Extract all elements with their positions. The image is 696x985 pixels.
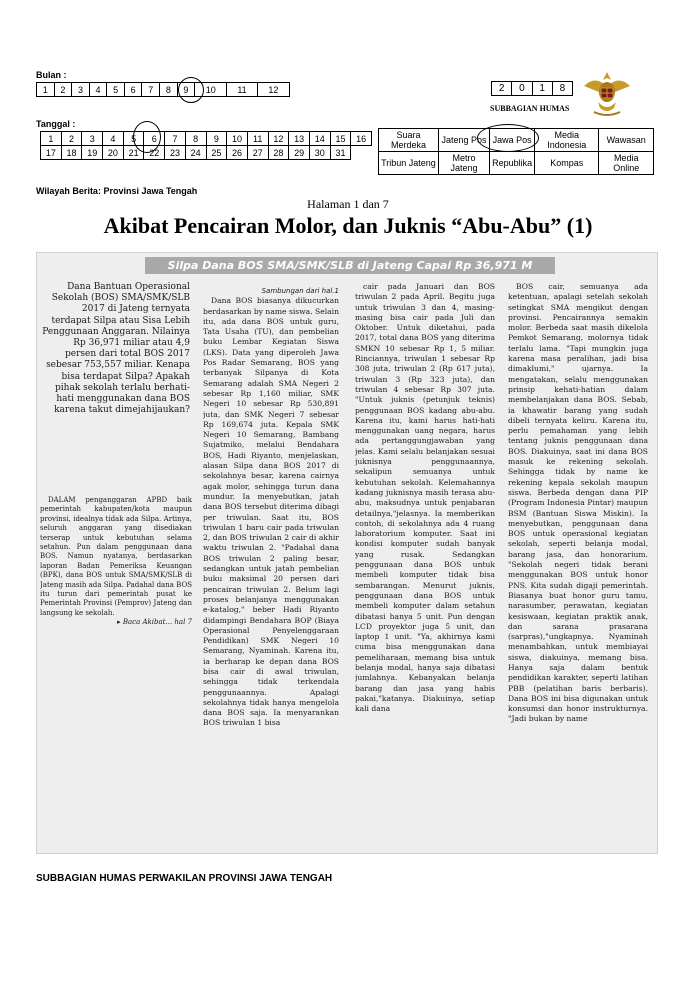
year-digit-cell: 8 xyxy=(552,82,572,96)
column-2-text: Dana BOS biasanya dikucurkan berdasarkan by name siswa. Selain itu, ada dana BOS untuk guru, Tata Usaha (TU), dan pembelian buku Lembar Kegiatan Siswa (LKS). Data yang diperoleh Jawa Pos Radar Semarang, BOS yang terbanyak Silpanya di Kota Semarang adalah SMA Negeri 2 sebesar Rp 1,160 miliar, SMK Negeri 10 sebesar Rp 530,891 juta, dan SMK Negeri 7 sebesar Rp 169,674 juta. Kepala SMK Negeri 10 Semarang, Bambang Sujatmiko, melalui Bendahara BOS, Hadi Riyanto, menjelaskan, alasan Silpa dana BOS 2017 di sekolahnya besar, karena cairnya agak molor, sehingga turun dana mundur. Ia menyebutkan, jatah dana BOS tersebut diterima dibagi per triwulan. Saat itu, BOS triwulan 1 baru cair pada triwulan 2, dan BOS triwulan 2 cair di akhir waktu triwulan 2. "Padahal dana BOS triwulan 2 paling besar, sedangkan untuk jatah pembelian buku maksimal 20 persen dari pencairan triwulan 2. Belum lagi proses belanjanya menggunakan e-katalog," beber Hadi Riyanto didampingi Bendahara BOP (Biaya Operasional Penyelenggaraan Pendidikan) SMK Negeri 10 Semarang, Nyaminah. Karena itu, ia berharap ke depan dana BOS bisa cair di awal triwulan, sehingga tidak terkendala penggunaannya. Apalagi sekolahnya tidak hanya mengelola dana BOS saja. Ia menyarankan BOS triwulan 1 bisa xyxy=(203,296,339,728)
article-title: Akibat Pencairan Molor, dan Juknis “Abu-Abu” (1) xyxy=(103,213,593,238)
column-4 xyxy=(508,282,648,847)
media-cell: Wawasan xyxy=(599,129,654,152)
month-cell: 2 xyxy=(54,83,72,97)
intro-box xyxy=(40,496,192,652)
date-cell: 13 xyxy=(289,132,310,146)
media-selection-circle xyxy=(477,124,539,152)
media-cell: Media Indonesia xyxy=(535,129,599,152)
month-cell: 6 xyxy=(124,83,142,97)
banner-text: Silpa Dana BOS SMA/SMK/SLB di Jateng Capai Rp 36,971 M xyxy=(167,259,533,272)
media-cell: Metro Jateng xyxy=(438,152,489,175)
tanggal-label: Tanggal : xyxy=(36,119,76,129)
date-cell: 11 xyxy=(247,132,268,146)
date-cell: 5 xyxy=(123,132,144,146)
column-4-text: BOS cair, semuanya ada ketentuan, apalagi setelah sekolah setingkat SMA mengikut dengan provinsi. Pencairannya semakin molor. Berbeda saat masih dikelola Pemkot Semarang, molornya tidak terlalu lama. "Tapi mungkin juga karena masa peralihan, jadi bisa dimaklumi," ujarnya. Ia mengatakan, selalu menggunakan prinsip kehati-hatian dalam membelanjakan dana BOS. Sebab, ia khawatir barang yang sudah dibeli ternyata keliru. Karena itu, perlu pemahaman yang lebih tentang juknis penggunaan dana BOS. Diakuinya, saat ini dana BOS masuk ke rekening sekolah. Sehingga tidak by name ke rekening kepala sekolah maupun siswa. Berbeda dengan dana PIP (Program Indonesia Pintar) maupun BSM (Bantuan Siswa Miskin). Ia menyebutkan, penggunaan dana BOS untuk operasional kegiatan sekolah, seperti belanja modal, barang jasa, dan honorarium. "Sekolah negeri tidak berani menggunakan BOS untuk honor PNS. Kita sudah digaji pemerintah. Biasanya buat honor guru tamu, narasumber, perawatan, kegiatan kesiswaan, kegiatan praktik anak, dan sarana prasarana (sarpras),"ungkapnya. Nyaminah menambahkan, untuk membiayai siswa, diakuinya, memang bisa. Hanya saja dalam bentuk pendidikan karakter, seperti latihan PBB (pelatihan baris berbaris). Dana BOS ini bisa digunakan untuk konsumsi dan honor instrukturnya. "Jadi bukan by name xyxy=(508,282,648,724)
month-cell: 3 xyxy=(72,83,90,97)
month-cell: 4 xyxy=(89,83,107,97)
date-selection-circle xyxy=(133,121,161,153)
year-box xyxy=(491,81,573,96)
date-grid xyxy=(40,131,372,160)
media-cell: Media Online xyxy=(599,152,654,175)
column-2 xyxy=(203,286,339,846)
intro-box-text: DALAM penganggaran APBD baik pemerintah kabupaten/kota maupun provinsi, idealnya tidak ada Silpa. Artinya, seluruh anggaran yang disediakan terserap untuk kebutuhan selama setahun. Pun dalam penggunaan dana BOS. Namun nyatanya, berdasarkan laporan Badan Pemeriksa Keuangan (BPK), dana BOS untuk SMA/SMK/SLB di Jateng masih ada Silpa. Padahal dana BOS itu turun dari pemerintah pusat ke Pemerintah Provinsi (Pemprov) Jateng dan langsung ke sekolah. xyxy=(40,496,192,617)
page-info: Halaman 1 dan 7 xyxy=(307,197,389,211)
date-cell: 14 xyxy=(309,132,330,146)
wilayah-label: Wilayah Berita: Provinsi Jawa Tengah xyxy=(36,186,198,196)
date-cell: 18 xyxy=(61,146,82,160)
month-cell: 10 xyxy=(195,83,227,97)
date-cell: 9 xyxy=(206,132,227,146)
date-cell: 10 xyxy=(227,132,248,146)
date-cell: 30 xyxy=(309,146,330,160)
date-cell: 19 xyxy=(82,146,103,160)
media-cell: Kompas xyxy=(535,152,599,175)
date-cell: 16 xyxy=(351,132,372,146)
column-3 xyxy=(355,282,495,847)
date-cell: 29 xyxy=(289,146,310,160)
lead-paragraph xyxy=(40,282,190,492)
bulan-label: Bulan : xyxy=(36,70,67,80)
date-cell: 7 xyxy=(165,132,186,146)
year-digit-cell: 0 xyxy=(512,82,532,96)
continuation-header: Sambungan dari hal.1 xyxy=(261,287,339,295)
month-cell: 7 xyxy=(142,83,160,97)
date-cell: 3 xyxy=(82,132,103,146)
date-cell: 27 xyxy=(247,146,268,160)
month-cell: 11 xyxy=(227,83,257,97)
headline-banner xyxy=(145,257,555,274)
date-cell: 17 xyxy=(41,146,62,160)
year-digit-cell: 2 xyxy=(492,82,512,96)
date-cell: 15 xyxy=(330,132,351,146)
subbagian-label: SUBBAGIAN HUMAS xyxy=(490,104,570,113)
media-cell: Jateng Pos xyxy=(438,129,489,152)
month-cell: 1 xyxy=(37,83,55,97)
date-cell: 8 xyxy=(185,132,206,146)
date-cell: 31 xyxy=(330,146,351,160)
date-cell: 4 xyxy=(103,132,124,146)
lead-text: Dana Bantuan Operasional Sekolah (BOS) SMA/SMK/SLB 2017 di Jateng ternyata terdapat Silpa atau Sisa Lebih Penggunaan Anggaran. Nilainya Rp 36,971 miliar atau 4,9 persen dari total BOS 2017 sebesar 753,557 miliar. Kenapa bisa terdapat Silpa? Apakah pihak sekolah terlalu berhati-hati menggunakan dana BOS karena takut dimejahijaukan? xyxy=(42,282,190,416)
column-3-text: cair pada Januari dan BOS triwulan 2 pada April. Begitu juga untuk triwulan 3 dan 4, masing-masing bisa cair pada Juli dan Oktober. Untuk diketahui, pada 2017, total dana BOS yang diterima SMKN 10 sebesar Rp 1, 5 miliar. Rinciannya, triwulan 1 sebesar Rp 308 juta, triwulan 2 (Rp 617 juta), triwulan 3 (Rp 323 juta), dan triwulan 4 sebesar Rp 307 juta. "Untuk juknis (petunjuk teknis) penggunaan BOS kadang abu-abu. Karena itu, kami harus hati-hati menggunakan uang negara, harus ada pertanggungjawaban yang jelas. Kami selalu belanjakan sesuai juknisnya penggunaannya, sekalipun semuanya untuk kebutuhan sekolah. Kelemahannya kadang juknisnya masih terasa abu-abu, maksudnya untuk penjabaran detailnya,"jelasnya. Ia memberikan contoh, di sekolahnya ada 4 ruang laboratorium komputer. Saat ini kondisi komputer sudah banyak yang rusak. Sedangkan penggunaan dana BOS untuk membeli komputer tidak bisa sembarangan. Menurut juknis, penggunaan dana BOS untuk membeli komputer dalam setahun dibatasi hanya 5 unit. Pun dengan LCD proyektor juga 5 unit, dan laptop 1 unit. "Ya, akhirnya kami cuma bisa menggunakan dana pemeliharaan, memang bisa untuk belanja modal, hanya saja dibatasi jumlahnya. Kebanyakan belanja barang dan jasa yang habis pakai,"katanya. Diakuinya, setiap kali dana xyxy=(355,282,495,714)
date-cell: 24 xyxy=(185,146,206,160)
date-cell: 21 xyxy=(123,146,144,160)
date-cell: 6 xyxy=(144,132,165,146)
garuda-emblem-icon xyxy=(580,68,634,120)
media-cell: Tribun Jateng xyxy=(379,152,439,175)
date-cell: 1 xyxy=(41,132,62,146)
media-cell: Suara Merdeka xyxy=(379,129,439,152)
month-grid xyxy=(36,82,290,97)
continue-link[interactable]: ▸ Baca Akibat... hal 7 xyxy=(117,618,192,627)
date-cell: 26 xyxy=(227,146,248,160)
footer-label: SUBBAGIAN HUMAS PERWAKILAN PROVINSI JAWA TENGAH xyxy=(36,873,333,884)
month-selection-circle xyxy=(178,77,204,103)
month-cell: 9 xyxy=(177,83,195,97)
media-cell: Republika xyxy=(490,152,535,175)
media-cell: Jawa Pos xyxy=(490,129,535,152)
date-cell: 20 xyxy=(103,146,124,160)
year-digit-cell: 1 xyxy=(532,82,552,96)
date-cell: 28 xyxy=(268,146,289,160)
month-cell: 5 xyxy=(107,83,125,97)
date-cell: 23 xyxy=(165,146,186,160)
date-cell: 22 xyxy=(144,146,165,160)
date-cell: 25 xyxy=(206,146,227,160)
date-cell: 12 xyxy=(268,132,289,146)
date-cell: 2 xyxy=(61,132,82,146)
month-cell: 8 xyxy=(160,83,178,97)
month-cell: 12 xyxy=(257,83,289,97)
